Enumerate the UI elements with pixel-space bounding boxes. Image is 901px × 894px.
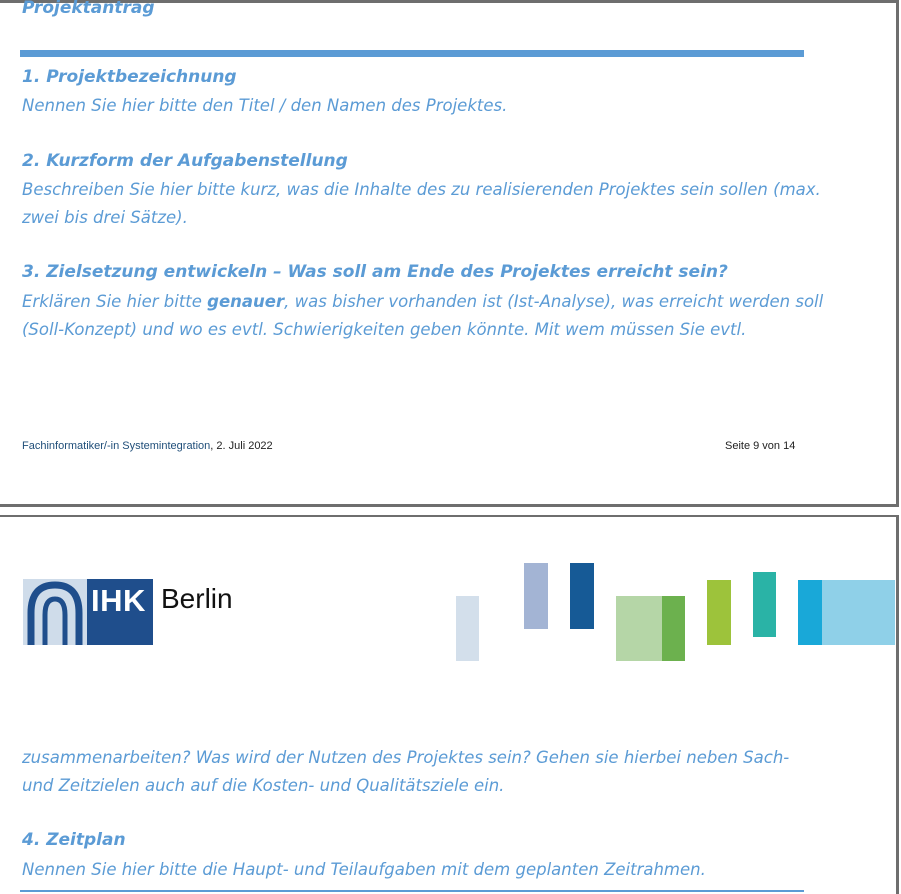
logo-city-text: Berlin: [161, 583, 233, 614]
decor-bar: [616, 596, 662, 661]
decor-bar: [753, 572, 776, 637]
footer-date: , 2. Juli 2022: [210, 440, 273, 452]
decor-bar: [570, 563, 594, 629]
section-1-heading: 1. Projektbezeichnung: [22, 67, 237, 87]
section-3-text-line-1: Erklären Sie hier bitte genauer, was bisher vorhanden ist (Ist-Analyse), was erreicht werden soll: [22, 292, 824, 311]
section-1-text: Nennen Sie hier bitte den Titel / den Namen des Projektes.: [22, 96, 508, 115]
section-4-text: Nennen Sie hier bitte die Haupt- und Teilaufgaben mit dem geplanten Zeitrahmen.: [22, 860, 706, 879]
continuation-line-1: zusammenarbeiten? Was wird der Nutzen des Projektes sein? Gehen sie hierbei neben Sach-: [22, 748, 790, 767]
document-page-10: [0, 515, 899, 894]
decor-bar: [524, 563, 548, 629]
continuation-line-2: und Zeitzielen auch auf die Kosten- und Qualitätsziele ein.: [22, 776, 505, 795]
section-3-text-line-2: (Soll-Konzept) und wo es evtl. Schwierigkeiten geben könnte. Mit wem müssen Sie evtl.: [22, 320, 747, 339]
section-2-text-line-2: zwei bis drei Sätze).: [22, 208, 188, 227]
page-gap: [0, 507, 901, 515]
document-title: Projektantrag: [22, 0, 155, 18]
decor-bar: [456, 596, 479, 661]
footer-department: Fachinformatiker/-in Systemintegration: [22, 440, 211, 452]
section-2-text-line-1: Beschreiben Sie hier bitte kurz, was die Inhalte des zu realisierenden Projektes sein sollen (max.: [22, 180, 821, 199]
footer-page-number: Seite 9 von 14: [725, 440, 796, 452]
ihk-berlin-logo: [23, 579, 153, 645]
decor-bar: [707, 580, 731, 645]
logo-arch-panel: [23, 579, 87, 645]
section-4-heading: 4. Zeitplan: [22, 830, 126, 850]
section-2-heading: 2. Kurzform der Aufgabenstellung: [22, 151, 348, 171]
footer-left: [22, 440, 273, 452]
section-3-heading: 3. Zielsetzung entwickeln – Was soll am Ende des Projektes erreicht sein?: [22, 262, 728, 282]
logo-ihk-text: IHK: [91, 583, 146, 618]
decor-bar: [662, 596, 685, 661]
heading-rule: [20, 50, 804, 57]
bottom-rule: [20, 890, 804, 892]
decor-bar: [822, 580, 895, 645]
decor-bar: [798, 580, 822, 645]
arch-icon: [23, 579, 87, 645]
